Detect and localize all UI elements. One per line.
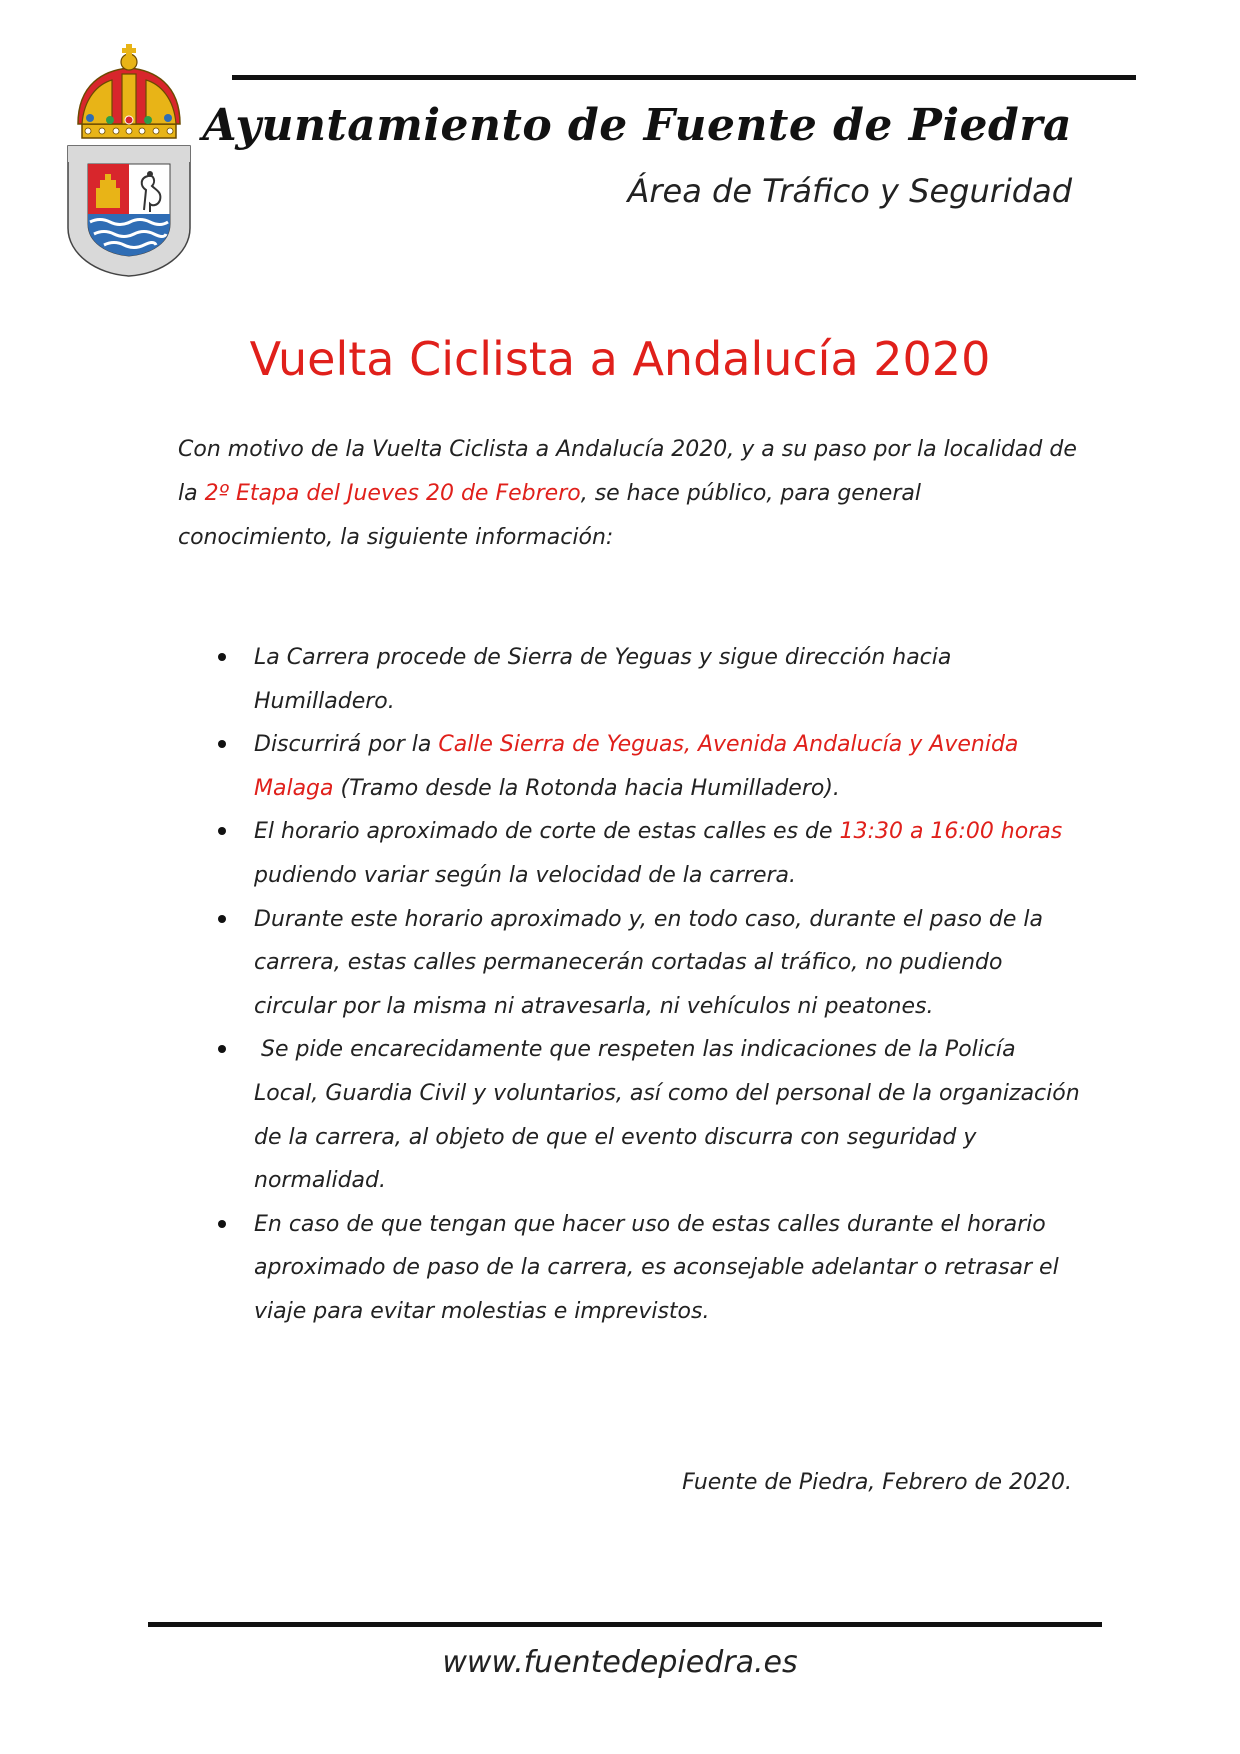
list-item [216, 898, 1086, 1029]
signoff-date: Fuente de Piedra, Febrero de 2020. [682, 1470, 1072, 1495]
list-item-text: En caso de que tengan que hacer uso de estas calles durante el horario aproximado de paso de la carrera, es aconsejable adelantar o retrasar el viaje para evitar molestias e imprevistos. [254, 1211, 1059, 1324]
bullet-icon [218, 740, 226, 748]
list-item-text: pudiendo variar según la velocidad de la carrera. [254, 862, 797, 888]
list-item-text: (Tramo desde la Rotonda hacia Humilladero). [333, 775, 840, 801]
website-link[interactable]: www.fuentedepiedra.es [442, 1645, 798, 1680]
stage-highlight: 2º Etapa del Jueves 20 de Febrero [204, 481, 581, 506]
streets-highlight: Calle Sierra de Yeguas, Avenida Andalucía y Avenida Malaga [254, 732, 1019, 801]
bullet-icon [218, 653, 226, 661]
bullet-icon [218, 827, 226, 835]
intro-text-end: , se hace público, para general conocimiento, la siguiente información: [178, 481, 921, 550]
footer-rule [148, 1622, 1102, 1627]
list-item [216, 1028, 1086, 1202]
intro-paragraph [178, 428, 1078, 560]
information-list [216, 636, 1086, 1334]
list-item-text: Discurrirá por la [254, 732, 439, 758]
list-item [216, 636, 1086, 723]
bullet-icon [218, 915, 226, 923]
header-rule [232, 75, 1136, 80]
list-item [216, 723, 1086, 810]
schedule-highlight: 13:30 a 16:00 horas [839, 819, 1063, 845]
organization-name: Ayuntamiento de Fuente de Piedra [202, 100, 1072, 151]
bullet-icon [218, 1220, 226, 1228]
department-name: Área de Tráfico y Seguridad [627, 172, 1072, 210]
list-item-text: El horario aproximado de corte de estas calles es de [254, 819, 840, 845]
list-item [216, 810, 1086, 897]
bullet-icon [218, 1045, 226, 1053]
list-item [216, 1203, 1086, 1334]
list-item-text: Se pide encarecidamente que respeten las indicaciones de la Policía Local, Guardia Civil y voluntarios, así como del personal de la organización de la carrera, al objeto de que el evento discurra con seguridad y normalidad. [254, 1037, 1087, 1194]
list-item-text: La Carrera procede de Sierra de Yeguas y sigue dirección hacia Humilladero. [254, 645, 952, 714]
coat-of-arms-icon [64, 40, 194, 280]
document-title: Vuelta Ciclista a Andalucía 2020 [249, 332, 991, 386]
list-item-text: Durante este horario aproximado y, en todo caso, durante el paso de la carrera, estas calles permanecerán cortadas al tráfico, no pudiendo circular por la misma ni atravesarla, ni vehículos ni peatones. [254, 906, 1043, 1019]
intro-text-start: Con motivo de la Vuelta Ciclista a Andalucía 2020, y a su paso por la localidad de la [178, 437, 1077, 506]
